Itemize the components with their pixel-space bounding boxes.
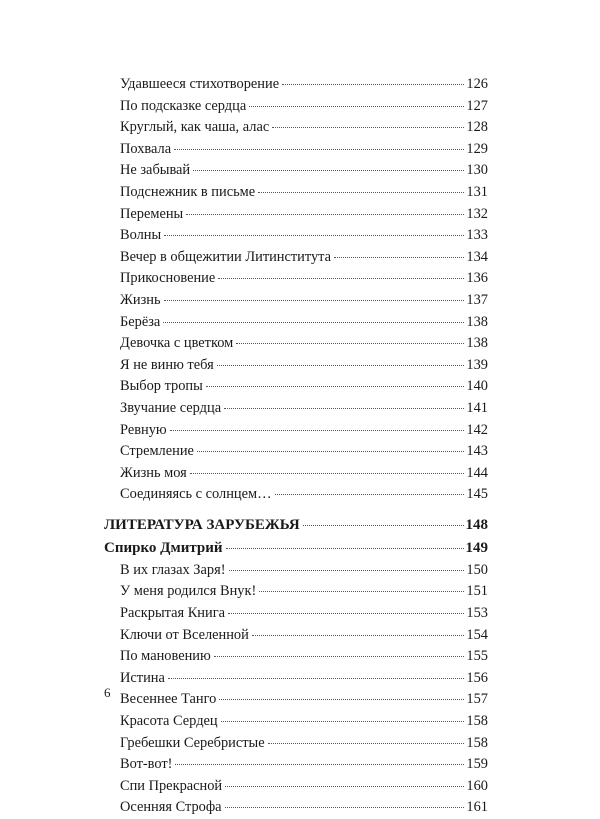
toc-entry-page: 154 <box>466 626 488 643</box>
toc-author-page: 149 <box>465 539 488 556</box>
toc-dot-leader <box>249 106 464 107</box>
toc-dot-leader <box>229 570 465 571</box>
toc-entry <box>104 117 488 139</box>
toc-entry-page: 143 <box>466 443 488 460</box>
toc-entry <box>104 182 488 204</box>
toc-entry-title: Подснежник в письме <box>120 183 256 200</box>
toc-entry-page: 159 <box>466 756 488 773</box>
toc-entry <box>104 420 488 442</box>
toc-entry-page: 137 <box>466 291 488 308</box>
toc-entry-title: Жизнь <box>120 291 161 308</box>
toc-entry-page: 160 <box>466 777 488 794</box>
toc-dot-leader <box>170 430 465 431</box>
toc-entry <box>104 625 488 647</box>
toc-dot-leader <box>175 764 464 765</box>
toc-entry-page: 153 <box>466 605 488 622</box>
toc-entry <box>104 312 488 334</box>
toc-entry-title: Стремление <box>120 443 194 460</box>
toc-entry-page: 129 <box>466 140 488 157</box>
toc-entry <box>104 711 488 733</box>
toc-dot-leader <box>168 678 465 679</box>
toc-dot-leader <box>217 365 465 366</box>
toc-entry-title: Берёза <box>120 313 161 330</box>
toc-entry-page: 126 <box>466 76 488 92</box>
toc-author-heading <box>104 537 488 560</box>
toc-entry-title: Удавшееся стихотворение <box>120 76 280 92</box>
toc-entry-title: Красота Сердец <box>120 713 218 730</box>
toc-entry-page: 158 <box>466 734 488 751</box>
toc-dot-leader <box>174 149 464 150</box>
toc-entry-title: Вот-вот! <box>120 756 173 773</box>
page-number: 6 <box>104 685 111 700</box>
toc-dot-leader <box>221 721 465 722</box>
toc-entry-page: 142 <box>466 421 488 438</box>
toc-entry-title: Соединяясь с солнцем… <box>120 486 272 503</box>
toc-entry-title: Гребешки Серебристые <box>120 734 265 751</box>
toc-entry-page: 133 <box>466 227 488 244</box>
toc-dot-leader <box>164 300 465 301</box>
toc-entry-page: 158 <box>466 713 488 730</box>
toc-entry <box>104 225 488 247</box>
toc-entry-page: 151 <box>466 583 488 600</box>
toc-entry <box>104 463 488 485</box>
toc-entry-page: 140 <box>466 378 488 395</box>
toc-dot-leader <box>334 257 464 258</box>
toc-entry-page: 138 <box>466 335 488 352</box>
toc-entry-page: 136 <box>466 270 488 287</box>
toc-entry <box>104 754 488 776</box>
toc-entry-title: Осенняя Строфа <box>120 799 222 816</box>
toc-entry-title: Ревную <box>120 421 167 438</box>
toc-dot-leader <box>218 278 464 279</box>
toc-group-poems <box>104 74 488 506</box>
toc-entry <box>104 96 488 118</box>
toc-group-author-poems <box>104 560 488 819</box>
toc-entry-page: 144 <box>466 464 488 481</box>
toc-dot-leader <box>282 84 464 85</box>
toc-entry-page: 156 <box>466 669 488 686</box>
toc-dot-leader <box>268 743 465 744</box>
toc-entry-page: 127 <box>466 97 488 114</box>
toc-entry <box>104 776 488 798</box>
toc-entry <box>104 797 488 819</box>
toc-entry <box>104 139 488 161</box>
toc-entry <box>104 603 488 625</box>
toc-entry-page: 161 <box>466 799 488 816</box>
toc-entry <box>104 441 488 463</box>
toc-entry-title: В их глазах Заря! <box>120 561 226 578</box>
toc-section-heading <box>104 514 488 537</box>
toc-dot-leader <box>258 192 464 193</box>
toc-entry-page: 132 <box>466 205 488 222</box>
toc-dot-leader <box>206 386 465 387</box>
toc-entry <box>104 204 488 226</box>
toc-entry <box>104 560 488 582</box>
toc-dot-leader <box>272 127 464 128</box>
toc-entry-title: Круглый, как чаша, алас <box>120 119 270 136</box>
toc-dot-leader <box>236 343 464 344</box>
toc-entry-page: 138 <box>466 313 488 330</box>
toc-entry-page: 139 <box>466 356 488 373</box>
toc-entry <box>104 333 488 355</box>
toc-entry-title: У меня родился Внук! <box>120 583 257 600</box>
toc-entry-title: Вечер в общежитии Литинститута <box>120 248 332 265</box>
toc-entry <box>104 268 488 290</box>
toc-entry-page: 150 <box>466 561 488 578</box>
toc-entry <box>104 355 488 377</box>
toc-entry <box>104 689 488 711</box>
toc-dot-leader <box>219 699 464 700</box>
toc-entry-title: Не забывай <box>120 162 191 179</box>
toc-entry-title: Ключи от Вселенной <box>120 626 249 643</box>
toc-dot-leader <box>164 235 464 236</box>
toc-entry <box>104 668 488 690</box>
toc-entry-page: 157 <box>466 691 488 708</box>
toc-entry-title: Истина <box>120 669 165 686</box>
toc-entry-title: Звучание сердца <box>120 399 222 416</box>
toc-entry-page: 131 <box>466 183 488 200</box>
toc-author-name: Спирко Дмитрий <box>104 539 223 556</box>
toc-section-page: 148 <box>465 516 488 533</box>
toc-entry <box>104 733 488 755</box>
toc-entry-page: 134 <box>466 248 488 265</box>
toc-entry-title: Волны <box>120 227 162 244</box>
toc-dot-leader <box>303 525 464 526</box>
toc-entry-title: Весеннее Танго <box>120 691 217 708</box>
toc-entry <box>104 247 488 269</box>
toc-dot-leader <box>163 322 464 323</box>
toc-dot-leader <box>226 548 464 549</box>
toc-entry-title: Выбор тропы <box>120 378 203 395</box>
toc-entry-page: 145 <box>466 486 488 503</box>
toc-section-title: ЛИТЕРАТУРА ЗАРУБЕЖЬЯ <box>104 516 300 533</box>
toc-entry <box>104 160 488 182</box>
toc-entry <box>104 74 488 96</box>
toc-dot-leader <box>214 656 465 657</box>
toc-entry <box>104 484 488 506</box>
toc-entry <box>104 398 488 420</box>
toc-entry-page: 128 <box>466 119 488 136</box>
toc-dot-leader <box>186 214 464 215</box>
toc-entry-title: Жизнь моя <box>120 464 187 481</box>
toc-dot-leader <box>225 786 464 787</box>
toc-entry-title: Девочка с цветком <box>120 335 234 352</box>
toc-entry-title: Прикосновение <box>120 270 216 287</box>
toc-dot-leader <box>193 170 464 171</box>
toc-dot-leader <box>225 807 465 808</box>
toc-dot-leader <box>197 451 464 452</box>
toc-dot-leader <box>275 494 465 495</box>
toc-entry-page: 130 <box>466 162 488 179</box>
table-of-contents <box>104 74 488 819</box>
toc-entry-title: Я не виню тебя <box>120 356 214 373</box>
toc-entry <box>104 290 488 312</box>
toc-entry-title: По мановению <box>120 648 211 665</box>
toc-entry <box>104 646 488 668</box>
toc-entry-page: 141 <box>466 399 488 416</box>
toc-dot-leader <box>228 613 464 614</box>
toc-entry-title: Похвала <box>120 140 172 157</box>
toc-dot-leader <box>224 408 464 409</box>
toc-dot-leader <box>252 635 465 636</box>
toc-entry-page: 155 <box>466 648 488 665</box>
toc-dot-leader <box>259 591 464 592</box>
toc-entry-title: Спи Прекрасной <box>120 777 223 794</box>
toc-entry-title: Раскрытая Книга <box>120 605 225 622</box>
toc-dot-leader <box>190 473 465 474</box>
toc-entry <box>104 581 488 603</box>
toc-entry-title: Перемены <box>120 205 184 222</box>
toc-entry-title: По подсказке сердца <box>120 97 247 114</box>
toc-entry <box>104 376 488 398</box>
